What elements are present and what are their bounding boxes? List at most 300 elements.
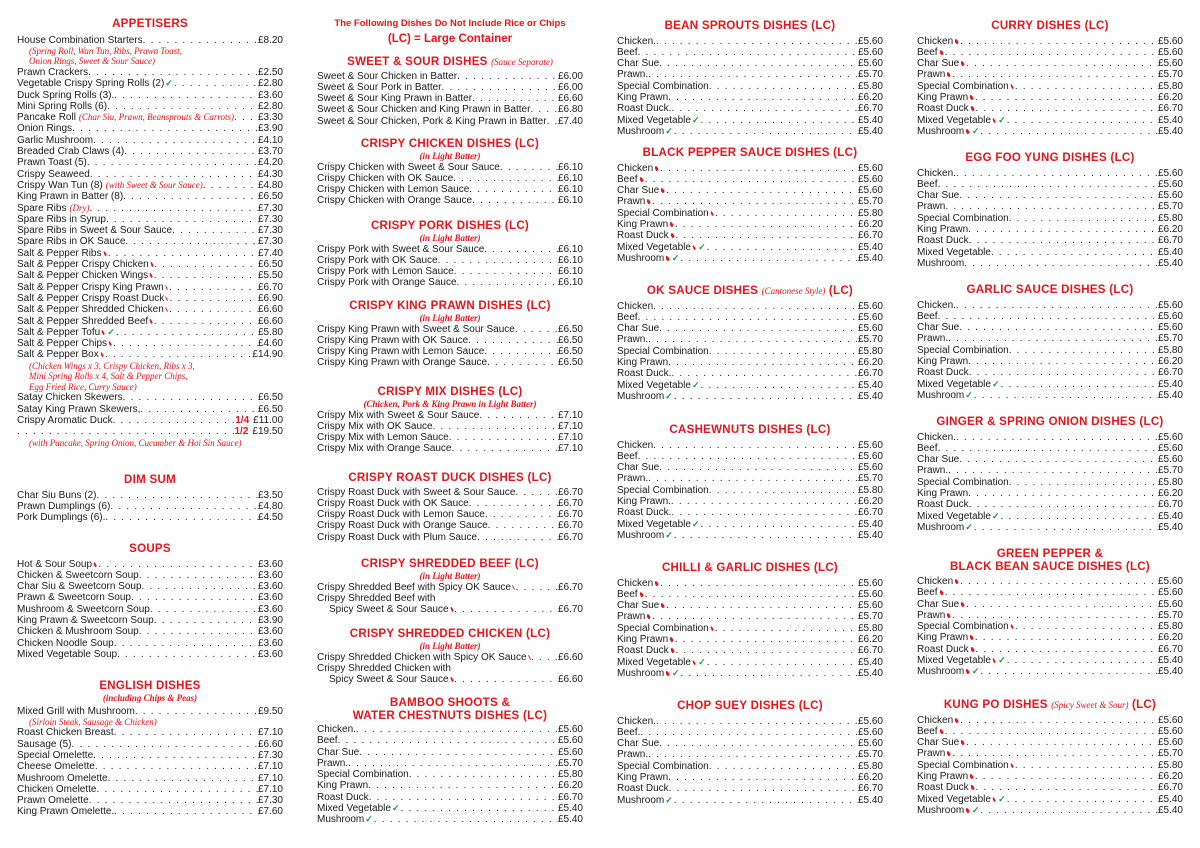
item-price: £6.50 [557,334,583,346]
item-name: Roast Duck [917,782,969,794]
item-name: Sausage (5) [17,738,72,750]
dot-leader [656,716,858,727]
dot-leader [484,244,558,255]
menu-item [617,81,883,92]
dot-leader [974,390,1158,401]
section-title: OK SAUCE DISHES (Cantonese Style) (LC) [646,285,854,297]
item-price: £5.40 [1157,666,1183,678]
menu-item [617,334,883,345]
item-name: Prawn [917,609,946,621]
item-name: King Prawn [617,218,669,230]
menu-item [617,301,883,312]
item-name: Chicken [917,35,954,47]
menu-item [317,443,583,454]
menu-item [317,255,583,266]
item-price: £6.20 [857,218,883,230]
item-price: £5.40 [557,814,583,826]
portion-size: 1/4 [235,415,250,427]
dot-leader [666,600,858,611]
item-price: £5.80 [1157,80,1183,92]
item-name: Mixed Vegetable [617,241,691,253]
dot-leader [113,338,258,349]
menu-item [17,559,283,570]
dot-leader [469,498,558,509]
dot-leader [648,473,858,484]
item-note: (Chicken Wings x 3, Crispy Chicken, Ribs x 3, [29,360,195,371]
menu-item [617,346,883,357]
chili-icon [639,591,644,597]
dot-leader [477,532,558,543]
menu-item [317,532,583,543]
section-title: CRISPY SHREDDED CHICKEN (LC) [349,628,551,640]
item-price: £5.70 [857,611,883,623]
menu-item [617,645,883,656]
menu-item [617,578,883,589]
dot-leader [969,367,1158,378]
menu-item [917,805,1183,816]
vegetarian-icon: ✓ [971,804,980,815]
section-title: SWEET & SOUR DISHES (Sauce Separate) [347,56,553,68]
item-name: Crispy Mix with Orange Sauce [317,443,452,455]
item-name: Special Combination [617,207,709,219]
vegetarian-icon: ✓ [665,529,673,540]
item-price: £7.10 [257,772,283,784]
section-ginger-spring-onion [917,416,1183,533]
item-name: Mixed Vegetable [917,655,991,667]
chili-icon [992,796,996,801]
chili-icon [646,614,651,620]
item-price: £6.20 [1157,223,1183,235]
item-name: Salt & Pepper Crispy Chicken [17,259,149,271]
item-name: King Prawn in Batter (8) [17,191,124,203]
vegetarian-icon: ✓ [971,666,980,677]
menu-item [317,173,583,184]
dot-leader [974,522,1158,533]
section-title: GREEN PEPPER & [996,548,1104,560]
item-price: £5.70 [1157,748,1183,760]
dot-leader [660,578,858,589]
item-name: Salt & Pepper Crispy Roast Duck [17,292,165,304]
item-name: Special Combination [317,769,409,781]
dot-leader [640,727,858,738]
chili-icon [165,307,168,312]
menu-item [317,593,583,604]
menu-item [917,715,1183,726]
menu-item [17,490,283,501]
menu-item [617,174,883,185]
item-price: £5.40 [857,379,883,391]
dot-leader [709,346,858,357]
item-name: Mushroom [617,252,665,264]
menu-item [917,644,1183,655]
dot-leader [948,333,1158,344]
menu-item [17,415,283,426]
item-price: £6.20 [1157,355,1183,367]
dot-leader [71,739,257,750]
item-price: £5.60 [857,738,883,750]
item-price: £7.10 [257,761,283,773]
item-price: £5.60 [857,323,883,335]
dot-leader [1001,511,1158,522]
item-name: King Prawn [617,771,669,783]
item-name: Roast Duck. [617,103,672,115]
vegetarian-icon: ✓ [665,390,673,401]
item-name: Prawn. [617,334,649,346]
section-title: CRISPY MIX DISHES (LC) [377,386,523,398]
dot-leader [952,69,1158,80]
dot-leader [659,58,858,69]
vegetarian-icon: ✓ [998,114,1006,125]
menu-item [17,512,283,523]
item-name: Spare Ribs in Syrup [17,213,106,225]
dot-leader [487,357,558,368]
chili-icon [669,222,674,228]
item-name: King Prawn [917,91,969,103]
item-name: King Prawn [917,355,969,367]
menu-item [617,323,883,334]
dot-leader [107,101,258,112]
item-name: Mushroom [917,125,965,137]
item-name: Onion Rings [17,123,73,135]
item-price: £5.40 [1157,521,1183,533]
dot-leader [96,784,257,795]
section-garlic-sauce [917,284,1183,401]
portion-size: 1/2 [234,426,249,438]
section-subtitle: (in Light Batter) [419,150,481,161]
item-name: Mushroom [617,125,665,137]
dot-leader [668,772,858,783]
item-price: £7.10 [557,409,583,421]
menu-item [617,496,883,507]
item-price: £7.30 [257,225,283,237]
item-price: £6.70 [857,368,883,380]
item-name: Prawn. [917,465,949,477]
chili-icon [710,210,714,215]
item-price: £6.50 [557,357,583,369]
chili-icon [960,601,965,607]
dot-leader [150,604,258,615]
item-price: £5.60 [857,35,883,47]
dot-leader [124,146,258,157]
item-price: £6.80 [557,104,583,116]
menu-item [317,195,583,206]
menu-item [617,230,883,241]
dot-leader [1015,621,1158,632]
item-name: King Prawn [917,632,969,644]
menu-item [917,300,1183,311]
item-name: Chicken & Mushroom Soup [17,626,139,638]
item-name: Roast Duck [917,103,969,115]
menu-item [617,103,883,114]
item-price: £5.80 [1157,621,1183,633]
item-name: Crispy Pork with Lemon Sauce [317,266,454,278]
item-price: £5.60 [857,726,883,738]
dot-leader [980,126,1158,137]
menu-item [917,655,1183,666]
item-price: £3.60 [257,558,283,570]
item-name: Chicken [917,576,954,587]
dot-leader [968,224,1158,235]
item-name: Char Sue [917,598,960,610]
chili-icon [1010,762,1014,767]
item-name: King Prawn [617,633,669,645]
vegetarian-icon: ✓ [698,656,706,667]
item-price: £5.60 [1157,35,1183,47]
menu-item [317,162,583,173]
dot-leader [454,674,558,685]
section-title: CRISPY ROAST DUCK DISHES (LC) [348,472,552,484]
section-crispy-chicken [317,138,583,207]
menu-item [617,485,883,496]
item-name: Chicken. [917,167,956,179]
dot-leader [93,750,258,761]
item-name: Chicken [617,162,654,174]
chili-icon [969,635,974,641]
dot-leader [472,195,558,206]
item-price: £5.40 [1157,257,1183,269]
menu-item [17,157,283,168]
dot-leader [675,634,858,645]
item-price: £3.90 [257,614,283,626]
item-price: £5.80 [857,622,883,634]
menu-item [17,404,283,415]
section-title-line2: BLACK BEAN SAUCE DISHES (LC) [949,560,1151,573]
dot-leader [479,410,558,421]
dot-leader [114,638,258,649]
item-price: £3.30 [257,112,283,124]
vegetarian-icon: ✓ [365,814,373,825]
item-name: Mushroom [917,521,965,533]
dot-leader [956,168,1158,179]
item-price: £5.40 [857,518,883,530]
section-egg-foo-yung [917,152,1183,269]
dot-leader [707,657,858,668]
item-name: Roast Duck [917,499,969,511]
menu-item [317,357,583,368]
item-price: £4.60 [257,338,283,350]
dot-leader [966,599,1158,610]
menu-item [317,582,583,593]
vegetarian-icon: ✓ [665,794,673,805]
dot-leader [105,349,253,360]
vegetarian-icon: ✓ [991,510,1000,521]
menu-item [617,115,883,126]
menu-item [17,327,283,338]
chili-icon [1010,624,1014,629]
dot-leader [674,530,858,541]
dot-leader [668,92,858,103]
item-price: £5.60 [1157,587,1183,599]
dot-leader [968,356,1158,367]
item-name: Satay King Prawn Skewers, [17,403,141,415]
menu-item [17,304,283,315]
dot-leader [452,443,558,454]
section-title: APPETISERS [112,18,188,30]
menu-item [917,454,1183,465]
menu-item [317,116,583,127]
item-price: £5.80 [857,484,883,496]
chili-icon [101,330,105,335]
dot-leader [709,485,858,496]
item-name: Chicken [617,577,654,589]
dot-leader [142,581,258,592]
item-price: £7.10 [257,783,283,795]
dot-leader [952,610,1158,621]
item-price: £5.40 [857,794,883,806]
item-price: £6.70 [557,509,583,521]
item-name: Pork Dumplings (6). [17,512,106,524]
section-crispy-shredded-chicken [317,628,583,685]
item-name: Mixed Vegetable [617,518,691,530]
item-name: Roast Duck [317,791,369,803]
item-price: £6.20 [1157,487,1183,499]
menu-item [317,792,583,803]
item-price: £5.60 [857,46,883,58]
item-price: £5.60 [857,588,883,600]
item-name: Char Sue [617,600,660,612]
item-price: £5.60 [557,724,583,735]
item-note: (with Pancake, Spring Onion, Cucumber & Hoi Sin Sauce) [29,437,242,448]
menu-item [617,668,883,679]
item-name: Char Sue [917,58,960,70]
item-price: £4.50 [257,512,283,524]
item-price: £5.60 [1157,431,1183,443]
chili-icon [954,38,959,44]
chili-icon [946,612,951,618]
chili-icon [639,176,644,182]
dot-leader [959,190,1158,201]
item-inline-note: (with Sweet & Sour Sauce) [105,179,203,190]
item-price: £3.60 [257,569,283,581]
dot-leader [975,92,1158,103]
menu-item [917,311,1183,322]
item-price: £3.60 [257,581,283,593]
menu-item [317,780,583,791]
menu-item [17,214,283,225]
menu-item [917,213,1183,224]
menu-item [17,615,283,626]
dot-leader [1007,115,1158,126]
menu-item [917,168,1183,179]
item-price: £3.70 [257,146,283,158]
item-name: Crispy Seaweed [17,168,90,180]
item-name: Char Sue [617,323,660,335]
menu-item [617,507,883,518]
menu-item [917,477,1183,488]
item-price: £5.60 [1157,167,1183,179]
item-name: Mushroom [917,666,965,678]
item-name: King Prawn [917,487,969,499]
item-name: Prawn. [917,333,949,345]
section-title: CRISPY KING PRAWN DISHES (LC) [349,300,551,312]
item-name: Prawn [617,611,646,623]
item-price: £5.60 [1157,725,1183,737]
menu-item [617,462,883,473]
item-price: £5.40 [1157,246,1183,258]
item-price: £5.40 [857,241,883,253]
dot-leader [106,214,258,225]
menu-item [317,758,583,769]
dot-leader [671,507,858,518]
item-price: £5.80 [1157,212,1183,224]
dot-leader [442,82,558,93]
item-name: Prawn Crackers [17,66,89,78]
item-name: Beef [617,588,638,600]
dot-leader [547,116,558,127]
vegetarian-icon: ✓ [107,326,115,337]
vegetarian-icon: ✓ [165,78,173,89]
item-name: Mixed Vegetable [317,803,391,815]
item-price: £5.80 [557,769,583,781]
item-name: Prawn [917,201,946,213]
dot-leader [469,184,558,195]
menu-item [17,135,283,146]
item-name: Crispy Mix with Lemon Sauce [317,432,449,444]
dot-leader [154,316,258,327]
item-price: £6.50 [257,392,283,404]
section-bean-sprouts [617,20,883,137]
item-name: Crispy Mix with Sweet & Sour Sauce [317,409,480,421]
item-price: £5.40 [1157,510,1183,522]
menu-item [17,761,283,772]
dot-leader [969,499,1158,510]
menu-item [17,259,283,270]
dot-leader [174,78,258,89]
dot-leader [975,103,1158,114]
vegetarian-icon: ✓ [391,803,400,814]
item-name: King Prawn [917,223,969,235]
item-name: Vegetable Crispy Spring Rolls (2) [17,78,165,90]
dot-leader [959,454,1158,465]
item-name: Prawn & Sweetcorn Soup [17,592,131,604]
item-price: £6.70 [857,645,883,657]
item-name: Mini Spring Rolls (6) [17,100,108,112]
item-name: Spare Ribs [17,202,67,214]
item-name: Special Combination [617,345,709,357]
dot-leader [356,724,558,735]
item-name: Beef [917,310,938,322]
dot-leader [652,196,858,207]
item-price: £6.10 [557,243,583,255]
item-name: Char Sue [917,322,960,334]
item-note: Mini Spring Rolls x 4, Salt & Pepper Chips, [29,371,188,382]
item-name: Beef [917,46,938,58]
menu-item [17,338,283,349]
item-name: Crispy Roast Duck with Orange Sauce [317,520,488,532]
menu-item [917,367,1183,378]
section-title: CRISPY SHREDDED BEEF (LC) [361,558,539,570]
item-price: £3.60 [257,592,283,604]
section-chilli-garlic [617,562,883,679]
dot-leader [113,415,236,426]
item-price: £14.90 [252,349,283,361]
menu-item [317,324,583,335]
dot-leader [975,771,1158,782]
item-price: £5.60 [857,173,883,185]
dot-leader [89,795,258,806]
item-price: £8.20 [257,34,283,46]
menu-item [617,185,883,196]
dot-leader [952,748,1158,759]
menu-item [317,421,583,432]
item-price: £6.10 [557,184,583,196]
chili-icon [646,199,651,205]
chili-icon [965,129,969,135]
item-name: Char Sue [617,462,660,474]
item-name: Mushroom [617,529,665,541]
dot-leader [638,47,858,58]
vegetarian-icon: ✓ [965,521,973,532]
